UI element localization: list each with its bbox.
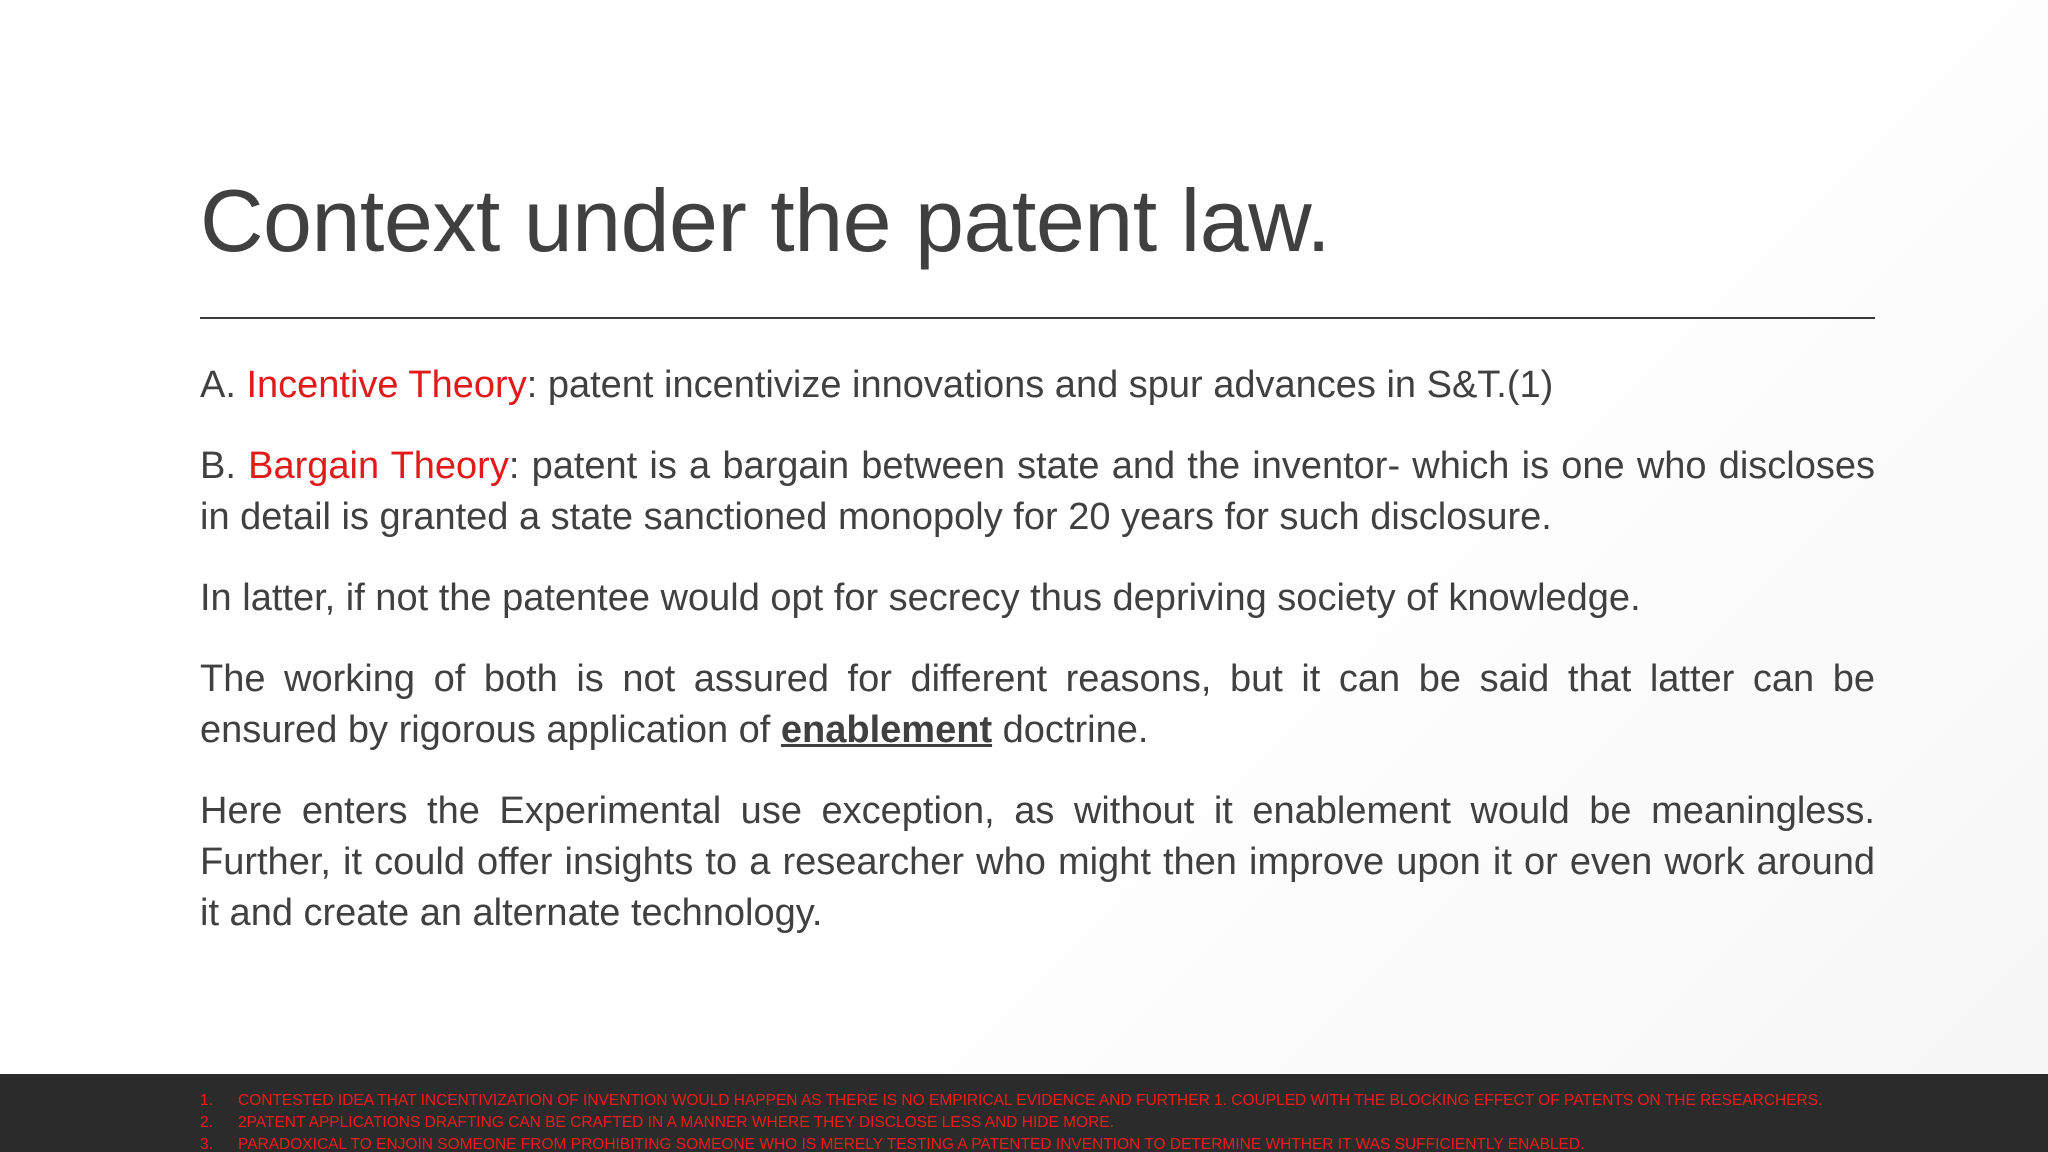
item-prefix-b: B. (200, 445, 249, 487)
paragraph-secrecy: In latter, if not the patentee would opt for secrecy thus depriving society of knowledge. (200, 577, 1641, 619)
footnote-item (200, 1134, 1980, 1152)
slide-body (200, 360, 1875, 969)
footnote-number: 1. (200, 1092, 213, 1109)
paragraph-experimental-use: Here enters the Experimental use exception, as without it enablement would be meaningless. Further, it could offer insights to a researcher who might then improve upon it or even work around it and create an alternate technology. (200, 790, 1875, 934)
footnote-number: 3. (200, 1136, 213, 1152)
incentive-theory-term: Incentive Theory (246, 364, 527, 406)
footnote-text: CONTESTED IDEA THAT INCENTIVIZATION OF INVENTION WOULD HAPPEN AS THERE IS NO EMPIRICAL EVIDENCE AND FURTHER 1. COUPLED WITH THE BLOCKING EFFECT OF PATENTS ON THE RESEARCHERS. (238, 1092, 1823, 1109)
footnote-number: 2. (200, 1114, 213, 1131)
incentive-theory-text: : patent incentivize innovations and spur advances in S&T.(1) (526, 364, 1554, 406)
footnote-item (200, 1090, 1980, 1112)
enablement-text-before: The working of both is not assured for different reasons, but it can be said that latter can be ensured by rigorous application of (200, 658, 1875, 751)
bargain-theory-text: : patent is a bargain between state and the inventor- which is one who discloses in detail is granted a state sanctioned monopoly for 20 years for such disclosure. (200, 445, 1875, 538)
footnote-text: PARADOXICAL TO ENJOIN SOMEONE FROM PROHIBITING SOMEONE WHO IS MERELY TESTING A PATENTED INVENTION TO DETERMINE WHTHER IT WAS SUFFICIENTLY ENABLED. (238, 1136, 1585, 1152)
enablement-emphasis: enablement (780, 709, 993, 751)
bargain-theory-term: Bargain Theory (248, 445, 509, 487)
paragraph-incentive-theory (200, 360, 1875, 411)
enablement-text-after: doctrine. (992, 709, 1149, 751)
paragraph-bargain-theory (200, 441, 1875, 543)
footnotes-list (200, 1090, 1980, 1152)
footnote-text: 2PATENT APPLICATIONS DRAFTING CAN BE CRAFTED IN A MANNER WHERE THEY DISCLOSE LESS AND HIDE MORE. (238, 1114, 1114, 1131)
footnote-item (200, 1112, 1980, 1134)
title-divider (200, 317, 1875, 319)
footnotes-bar (0, 1074, 2048, 1152)
paragraph-enablement (200, 654, 1875, 756)
slide-title: Context under the patent law. (200, 171, 1331, 270)
item-prefix-a: A. (200, 364, 247, 406)
